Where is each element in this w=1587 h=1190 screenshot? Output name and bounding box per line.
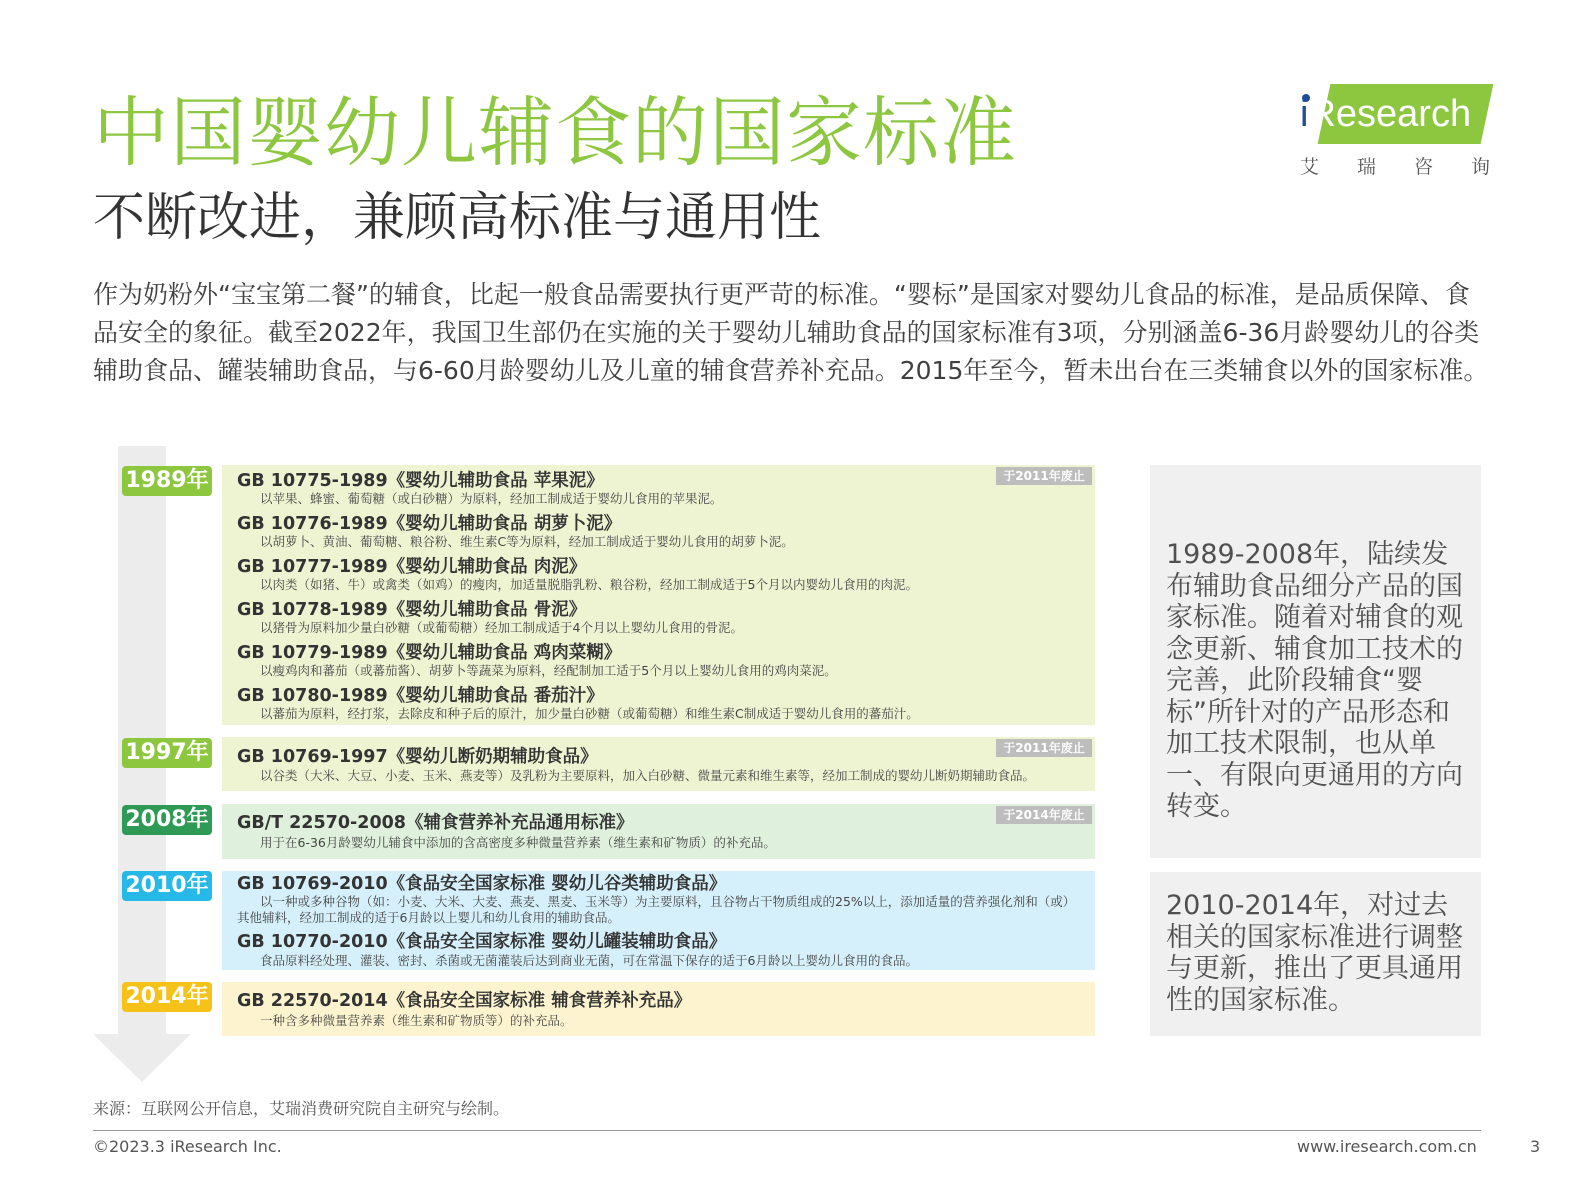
logo-wordmark: iResearch (1300, 93, 1472, 135)
timeline-panel-2008 (222, 804, 1095, 859)
copyright: ©2023.3 iResearch Inc. (93, 1137, 282, 1156)
year-label-2010: 2010年 (122, 871, 212, 901)
year-label-1989: 1989年 (122, 466, 212, 496)
page-subtitle: 不断改进，兼顾高标准与通用性 (93, 188, 822, 248)
side-note-text: 2010-2014年，对过去相关的国家标准进行调整与更新，推出了更具通用性的国家标准。 (1166, 890, 1463, 1016)
page-title: 中国婴幼儿辅食的国家标准 (93, 88, 1017, 177)
standard-code: GB 10779-1989《婴幼儿辅助食品 鸡肉菜糊》 (237, 643, 622, 663)
standard-code: GB 10775-1989《婴幼儿辅助食品 苹果泥》 (237, 471, 604, 491)
intro-paragraph: 作为奶粉外“宝宝第二餐”的辅食，比起一般食品需要执行更严苛的标准。“婴标”是国家对婴幼儿食品的标准，是品质保障、食品安全的象征。截至2022年，我国卫生部仍在实施的关于婴幼儿辅助食品的国家标准有3项，分别涵盖6-36月龄婴幼儿的谷类辅助食品、罐装辅助食品，与6-60月龄婴幼儿及儿童的辅食营养补充品。2015年至今，暂未出台在三类辅食以外的国家标准。 (93, 280, 1489, 385)
standard-code: GB 10770-2010《食品安全国家标准 婴幼儿罐装辅助食品》 (237, 932, 727, 952)
standard-desc: 用于在6-36月龄婴幼儿辅食中添加的含高密度多种微量营养素（维生素和矿物质）的补充品。 (260, 835, 776, 850)
standard-desc: 一种含多种微量营养素（维生素和矿物质等）的补充品。 (260, 1013, 573, 1028)
timeline-panel-2014 (222, 982, 1095, 1036)
timeline-panel-2010 (222, 871, 1095, 970)
year-label-2014: 2014年 (122, 982, 212, 1012)
logo-chinese: 艾 瑞 咨 询 (1300, 156, 1490, 178)
standard-code: GB 10776-1989《婴幼儿辅助食品 胡萝卜泥》 (237, 514, 622, 534)
timeline-panel-1997 (222, 737, 1095, 791)
standard-desc: 以谷类（大米、大豆、小麦、玉米、燕麦等）及乳粉为主要原料，加入白砂糖、微量元素和维生素等，经加工制成的婴幼儿断奶期辅助食品。 (260, 768, 1036, 783)
standard-code: GB 10769-1997《婴幼儿断奶期辅助食品》 (237, 747, 598, 767)
standard-desc: 以瘦鸡肉和蕃茄（或蕃茄酱）、胡萝卜等蔬菜为原料，经配制加工适于5个月以上婴幼儿食用的鸡肉菜泥。 (260, 663, 837, 678)
iresearch-logo (1300, 84, 1490, 179)
standard-code: GB 22570-2014《食品安全国家标准 辅食营养补充品》 (237, 991, 692, 1011)
standard-desc: 以猪骨为原料加少量白砂糖（或葡萄糖）经加工制成适于4个月以上婴幼儿食用的骨泥。 (260, 620, 743, 635)
standard-code: GB 10769-2010《食品安全国家标准 婴幼儿谷类辅助食品》 (237, 874, 727, 894)
standard-code: GB/T 22570-2008《辅食营养补充品通用标准》 (237, 813, 634, 833)
standard-desc: 以胡萝卜、黄油、葡萄糖、粮谷粉、维生素C等为原料，经加工制成适于婴幼儿食用的胡萝卜泥。 (260, 534, 794, 549)
standard-desc: 食品原料经处理、灌装、密封、杀菌或无菌灌装后达到商业无菌，可在常温下保存的适于6月龄以上婴幼儿食用的食品。 (260, 953, 918, 968)
source-note: 来源：互联网公开信息，艾瑞消费研究院自主研究与绘制。 (93, 1099, 510, 1118)
side-note-text: 1989-2008年，陆续发布辅助食品细分产品的国家标准。随着对辅食的观念更新、辅食加工技术的完善，此阶段辅食“婴标”所针对的产品形态和加工技术限制，也从单一、有限向更通用的方向转变。 (1166, 539, 1463, 822)
page-number: 3 (1530, 1137, 1541, 1156)
standard-desc: 以苹果、蜂蜜、葡萄糖（或白砂糖）为原料，经加工制成适于婴幼儿食用的苹果泥。 (260, 491, 723, 506)
abolished-badge: 于2011年废止 (996, 739, 1092, 757)
abolished-badge: 于2011年废止 (996, 467, 1092, 485)
side-note-1989-2008 (1150, 465, 1481, 858)
standard-desc: 以肉类（如猪、牛）或禽类（如鸡）的瘦肉，加适量脱脂乳粉、粮谷粉，经加工制成适于5个月以内婴幼儿食用的肉泥。 (260, 577, 918, 592)
timeline-panel-1989 (222, 465, 1095, 725)
standard-desc: 以蕃茄为原料，经打浆，去除皮和种子后的原汁，加少量白砂糖（或葡萄糖）和维生素C制成适于婴幼儿食用的蕃茄汁。 (260, 706, 919, 721)
year-label-2008: 2008年 (122, 805, 212, 835)
year-label-1997: 1997年 (122, 738, 212, 768)
website-url: www.iresearch.com.cn (1297, 1137, 1477, 1156)
standard-code: GB 10778-1989《婴幼儿辅助食品 骨泥》 (237, 600, 587, 620)
timeline-arrow-head (93, 1034, 191, 1082)
footer-divider (93, 1130, 1481, 1131)
standard-code: GB 10780-1989《婴幼儿辅助食品 番茄汁》 (237, 686, 604, 706)
standard-desc: 以一种或多种谷物（如：小麦、大米、大麦、燕麦、黑麦、玉米等）为主要原料，且谷物占干物质组成的25%以上，添加适量的营养强化剂和（或）其他辅料，经加工制成的适于6月龄以上婴儿和幼儿食用的辅助食品。 (237, 894, 1076, 925)
abolished-badge: 于2014年废止 (996, 806, 1092, 824)
standard-code: GB 10777-1989《婴幼儿辅助食品 肉泥》 (237, 557, 587, 577)
side-note-2010-2014 (1150, 872, 1481, 1036)
